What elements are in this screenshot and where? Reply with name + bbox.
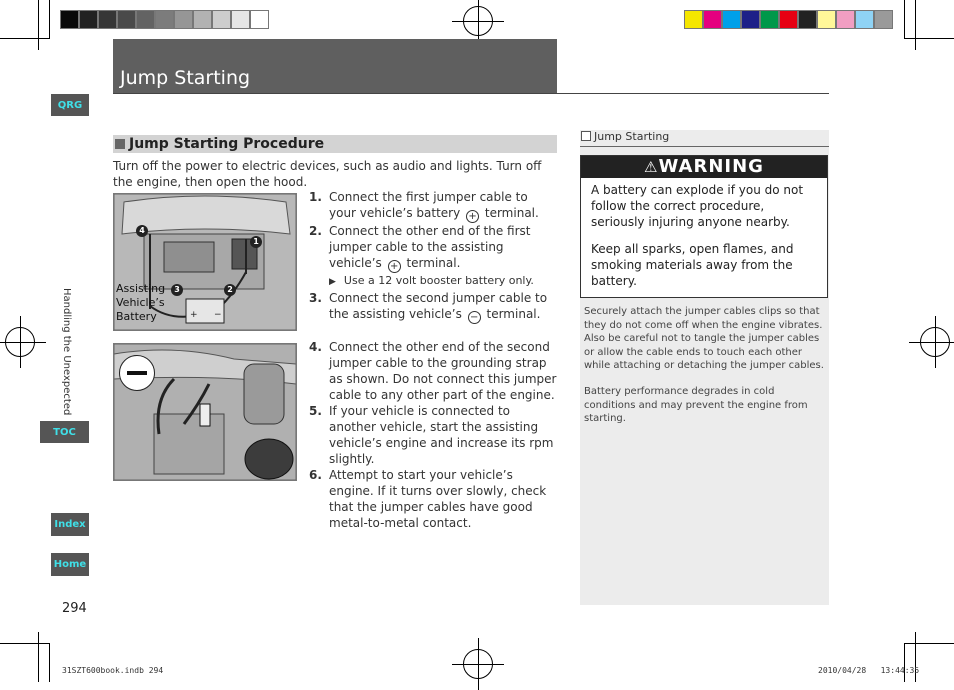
- registration-mark-left: [5, 327, 35, 357]
- color-swatch: [741, 10, 760, 29]
- title-rule: [113, 93, 829, 94]
- callout-3: 3: [171, 284, 183, 296]
- step-text: Attempt to start your vehicle’s engine. If it turns over slowly, check that the jumper cables have good metal-to-metal contact.: [329, 468, 547, 530]
- engine-bay-illustration: [113, 193, 297, 331]
- color-swatch: [722, 10, 741, 29]
- color-swatch: [703, 10, 722, 29]
- grounding-strap-illustration: [113, 343, 297, 481]
- negative-terminal-symbol: [119, 355, 155, 391]
- battery-terminal-plus: +: [190, 310, 198, 320]
- color-swatch: [779, 10, 798, 29]
- terminal-icon: +: [466, 210, 479, 223]
- step-item: [309, 339, 557, 403]
- step-note-text: Use a 12 volt booster battery only.: [343, 274, 534, 287]
- warning-paragraph-1: A battery can explode if you do not follow the correct procedure, seriously injuring anyone nearby.: [591, 183, 804, 229]
- gray-swatch: [212, 10, 231, 29]
- toc-tab[interactable]: TOC: [40, 421, 89, 443]
- section-heading: [113, 135, 557, 153]
- minus-icon: [127, 371, 147, 375]
- side-note-heading-text: Jump Starting: [594, 130, 670, 143]
- step-text: Connect the second jumper cable to the assisting vehicle’s: [329, 291, 548, 321]
- page-number: 294: [62, 601, 87, 616]
- intro-paragraph: Turn off the power to electric devices, such as audio and lights. Turn off the engine, then open the hood.: [113, 159, 542, 189]
- index-tab[interactable]: Index: [51, 513, 89, 536]
- gray-swatch: [155, 10, 174, 29]
- warning-triangle-icon: ⚠: [644, 158, 659, 176]
- section-heading-text: Jump Starting Procedure: [129, 136, 325, 152]
- callout-1: 1: [250, 236, 262, 248]
- color-swatch: [817, 10, 836, 29]
- step-text: Connect the other end of the second jumper cable to the grounding strap as shown. Do not connect this jumper cable to any other part of the engine.: [329, 340, 557, 402]
- callout-4: 4: [136, 225, 148, 237]
- warning-paragraph-2: Keep all sparks, open flames, and smoking materials away from the battery.: [591, 242, 794, 288]
- chapter-label: Handling the Unexpected: [61, 288, 72, 416]
- step-number: 3.: [309, 291, 322, 305]
- step-text-end: terminal.: [406, 256, 461, 270]
- registration-mark-top: [463, 6, 493, 36]
- terminal-icon: −: [468, 311, 481, 324]
- gray-swatch: [60, 10, 79, 29]
- warning-title-text: WARNING: [658, 156, 764, 177]
- side-note-paragraph-2: Battery performance degrades in cold conditions and may prevent the engine from starting.: [584, 386, 808, 424]
- section-marker-icon: [115, 139, 125, 149]
- step-number: 1.: [309, 190, 322, 204]
- registration-mark-right: [920, 327, 950, 357]
- footer-timestamp: 2010/04/28 13:44:35: [818, 666, 920, 675]
- gray-swatch: [79, 10, 98, 29]
- color-swatch: [684, 10, 703, 29]
- step-number: 4.: [309, 340, 322, 354]
- home-tab[interactable]: Home: [51, 553, 89, 576]
- gray-swatch: [231, 10, 250, 29]
- page-title: Jump Starting: [120, 67, 251, 89]
- step-item: [309, 403, 557, 467]
- gray-swatch: [193, 10, 212, 29]
- color-swatch: [874, 10, 893, 29]
- step-item: [309, 290, 557, 324]
- gray-swatch: [136, 10, 155, 29]
- gray-swatch: [98, 10, 117, 29]
- gray-swatch: [250, 10, 269, 29]
- callout-2: 2: [224, 284, 236, 296]
- step-text: If your vehicle is connected to another vehicle, start the assisting vehicle’s engine and increase its rpm slightly.: [329, 404, 554, 466]
- step-number: 5.: [309, 404, 322, 418]
- gray-swatch: [117, 10, 136, 29]
- note-icon: [581, 131, 591, 141]
- side-note-rule: [580, 146, 829, 147]
- gray-swatch: [174, 10, 193, 29]
- color-swatch: [855, 10, 874, 29]
- step-text-end: terminal.: [484, 206, 539, 220]
- battery-terminal-minus: −: [214, 310, 222, 320]
- step-note: [309, 273, 557, 290]
- footer-file: 31SZT600book.indb 294: [62, 666, 164, 675]
- warning-box: [580, 155, 828, 298]
- qrg-tab[interactable]: QRG: [51, 94, 89, 116]
- color-swatch: [836, 10, 855, 29]
- step-item: [309, 223, 557, 273]
- terminal-icon: +: [388, 260, 401, 273]
- step-text: Connect the other end of the first jumper cable to the assisting vehicle’s: [329, 224, 531, 270]
- side-note-heading: [580, 130, 829, 146]
- step-item: [309, 189, 557, 223]
- side-note-paragraph-1: Securely attach the jumper cables clips so that they do not come off when the engine vibrates. Also be careful not to tangle the jumper cables or allow the cable ends to touch each other while attaching or detaching the jumper cables.: [584, 306, 824, 371]
- color-swatch: [798, 10, 817, 29]
- warning-title: [581, 156, 827, 178]
- step-number: 6.: [309, 468, 322, 482]
- step-number: 2.: [309, 224, 322, 238]
- registration-mark-bottom: [463, 649, 493, 679]
- steps-list-b: [309, 339, 557, 531]
- step-text: Connect the first jumper cable to your vehicle’s battery: [329, 190, 528, 220]
- assisting-battery-label: Assisting Vehicle’s Battery: [116, 282, 166, 323]
- step-item: [309, 467, 557, 531]
- color-swatch: [760, 10, 779, 29]
- steps-list-a: [309, 189, 557, 324]
- step-text-end: terminal.: [486, 307, 541, 321]
- arrow-icon: ▶: [329, 277, 336, 287]
